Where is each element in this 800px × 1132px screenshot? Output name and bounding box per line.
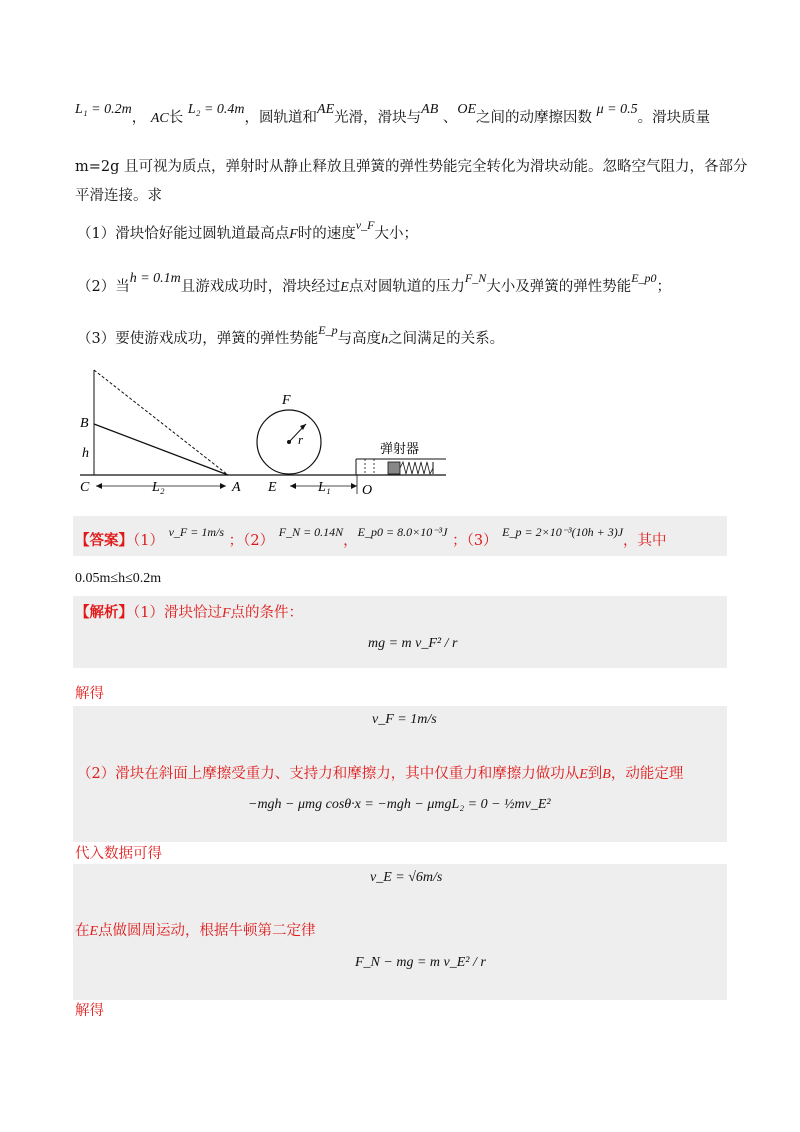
label-l2: L₂ xyxy=(152,480,165,495)
label-launcher: 弹射器 xyxy=(380,442,420,457)
q2-prefix: （2）当 xyxy=(77,279,130,295)
answer-sep1: ； xyxy=(228,533,244,549)
equation-1-text: mg = m v_F² / r xyxy=(368,636,458,651)
l1-arrow-left xyxy=(290,483,296,489)
q1-mid: 时的速度 xyxy=(297,226,356,242)
answer-range: 0.05m≤h≤0.2m xyxy=(75,571,162,586)
analysis-s2-c: ，动能定理 xyxy=(610,766,684,782)
answer-line xyxy=(75,525,667,550)
oe-label: OE xyxy=(457,102,477,117)
analysis-tag: 【解析】 xyxy=(75,604,133,621)
q1-f: F xyxy=(289,227,298,242)
track-diagram xyxy=(70,362,460,502)
daru-text: 代入数据可得 xyxy=(75,846,162,862)
q2-mid2: 点对圆轨道的压力 xyxy=(348,279,465,295)
q3-h: h xyxy=(381,332,389,347)
text-mass: 。滑块质量 xyxy=(637,110,711,126)
analysis-s1-f: F xyxy=(221,606,231,621)
dashed-incline xyxy=(94,370,228,475)
q3-prefix: （3）要使游戏成功，弹簧的弹性势能 xyxy=(77,331,319,347)
text-friction: 之间的动摩擦因数 xyxy=(476,110,593,126)
q1-prefix: （1）滑块恰好能过圆轨道最高点 xyxy=(77,226,290,242)
question-3 xyxy=(77,323,505,348)
l2-arrow-left xyxy=(96,483,102,489)
spring xyxy=(400,462,433,474)
answer-p1-label: （1） xyxy=(133,533,164,549)
label-l1: L₁ xyxy=(318,480,331,495)
equation-4: v_E = √6m/s xyxy=(370,870,443,885)
q2-e: E xyxy=(340,280,349,295)
q1-vf: v_F xyxy=(355,218,375,232)
label-b: B xyxy=(80,416,89,431)
label-h: h xyxy=(82,446,89,461)
question-1 xyxy=(77,218,418,243)
answer-p2-eq2: E_p0 = 8.0×10⁻³J xyxy=(357,525,448,539)
answer-p2-label: （2） xyxy=(243,533,275,549)
analysis-s2-b-point: B xyxy=(602,767,611,782)
problem-line-3: 平滑连接。求 xyxy=(75,188,162,204)
text-chang: 长 xyxy=(168,110,184,126)
problem-line-2: m=2g 且可视为质点，弹射时从静止释放且弹簧的弹性势能完全转化为滑块动能。忽略空气阻力，各部分 xyxy=(75,159,748,175)
answer-p3-suffix: ，其中 xyxy=(623,533,667,549)
q2-mid3: 大小及弹簧的弹性势能 xyxy=(486,279,632,295)
launcher-block xyxy=(388,462,400,474)
label-c: C xyxy=(80,480,90,495)
answer-p1-eq: v_F = 1m/s xyxy=(168,525,225,539)
q1-suffix: 大小； xyxy=(374,226,418,242)
answer-p2-eq1: F_N = 0.14N xyxy=(278,525,344,539)
analysis-s2-b: 到 xyxy=(587,766,603,782)
label-o: O xyxy=(362,483,373,498)
question-2 xyxy=(77,271,672,296)
q2-fn: F_N xyxy=(464,271,487,285)
analysis-s3-a: 在 xyxy=(75,923,90,939)
label-r: r xyxy=(298,432,304,447)
label-f: F xyxy=(282,393,291,408)
answer-p3-label: （3） xyxy=(466,533,498,549)
analysis-s1-end: 点的条件： xyxy=(230,605,304,621)
answer-p2-comma: ， xyxy=(343,533,358,549)
analysis-line-2 xyxy=(77,762,683,783)
q2-h: h = 0.1m xyxy=(129,271,181,286)
answer-p3-eq: E_p = 2×10⁻³(10h + 3)J xyxy=(502,525,624,539)
text-circle-ae: ，圆轨道和 xyxy=(244,110,318,126)
q2-ep0: E_p0 xyxy=(631,271,657,285)
mu-value: μ = 0.5 xyxy=(596,102,638,117)
problem-line-1: L₁ = 0.2m， AC长 L₂ = 0.4m，圆轨道和AE光滑，滑块与AB 、OE之间的动摩擦因数 μ = 0.5。滑块质量 xyxy=(75,102,711,126)
ac-label: AC xyxy=(150,111,169,126)
analysis-line-1 xyxy=(75,601,303,622)
l2-arrow-right xyxy=(220,483,226,489)
answer-sep2: ； xyxy=(452,533,467,549)
ae-label: AE xyxy=(317,102,335,117)
equation-1 xyxy=(368,636,457,652)
label-a: A xyxy=(232,480,241,495)
l2-value: L₂ = 0.4m xyxy=(187,102,245,117)
q2-suffix: ； xyxy=(656,279,672,295)
l1-value: L₁ = 0.2m xyxy=(75,102,132,117)
q2-mid: 且游戏成功时，滑块经过 xyxy=(180,279,341,295)
answer-tag: 【答案】 xyxy=(75,532,133,549)
l1-arrow-right xyxy=(351,483,357,489)
ab-label: AB xyxy=(421,102,439,117)
analysis-s2-e: E xyxy=(579,767,588,782)
text-smooth: 光滑，滑块与 xyxy=(334,110,422,126)
q3-suffix: 之间满足的关系。 xyxy=(388,331,505,347)
label-e: E xyxy=(268,480,277,495)
equation-2: v_F = 1m/s xyxy=(372,712,437,727)
jiede-2: 解得 xyxy=(75,1003,104,1019)
analysis-s1: （1）滑块恰过 xyxy=(133,605,222,621)
analysis-s3-e: E xyxy=(89,924,99,939)
analysis-line-3 xyxy=(75,919,316,940)
jiede-1: 解得 xyxy=(75,686,104,702)
q3-mid: 与高度 xyxy=(337,331,382,347)
equation-5: F_N − mg = m v_E² / r xyxy=(355,955,486,970)
analysis-s3-b: 点做圆周运动，根据牛顿第二定律 xyxy=(98,923,316,939)
q3-ep: E_p xyxy=(318,323,338,337)
incline-ab xyxy=(94,424,228,475)
analysis-s2-a: （2）滑块在斜面上摩擦受重力、支持力和摩擦力，其中仅重力和摩擦力做功从 xyxy=(77,766,580,782)
equation-3: −mgh − μmg cosθ·x = −mgh − μmgL₂ = 0 − ½mv_E² xyxy=(248,797,551,812)
